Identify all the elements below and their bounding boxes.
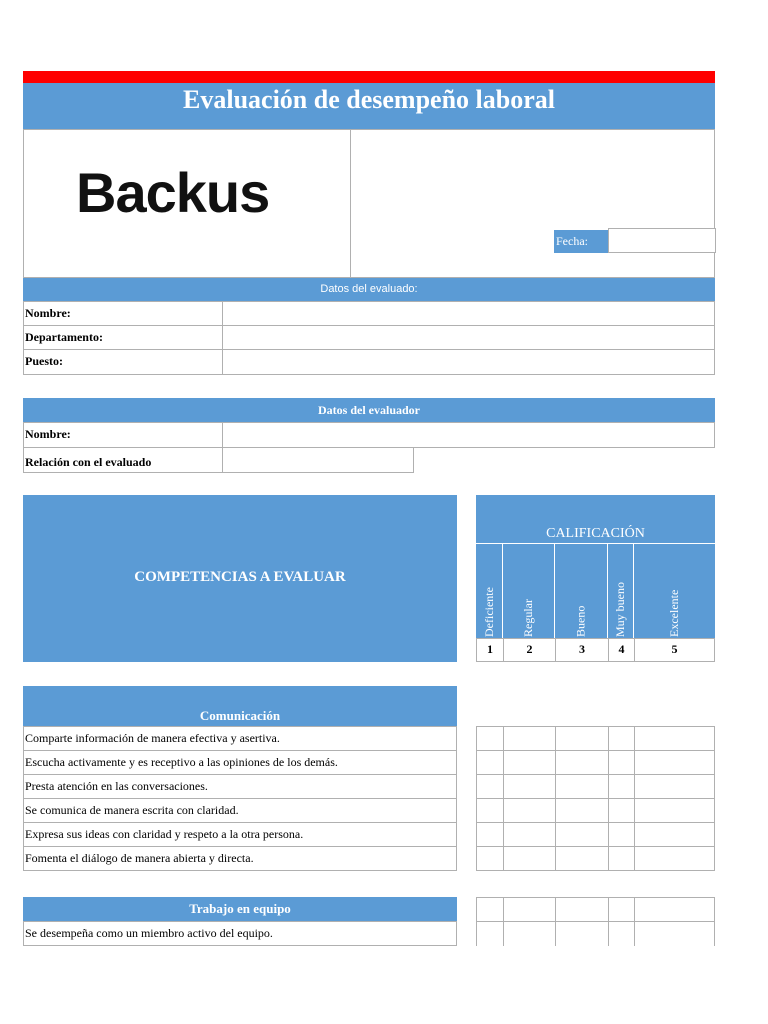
rating-cell[interactable] xyxy=(555,921,609,946)
score-5: 5 xyxy=(634,638,715,662)
calificacion-level-label: Excelente xyxy=(667,589,681,637)
score-3: 3 xyxy=(555,638,609,662)
rating-cell[interactable] xyxy=(476,822,504,847)
logo-right-cell xyxy=(350,129,715,278)
rating-cell[interactable] xyxy=(555,798,609,823)
rating-cell[interactable] xyxy=(608,822,635,847)
calificacion-header: CALIFICACIÓN xyxy=(546,526,645,541)
calificacion-level-deficiente xyxy=(476,543,503,638)
rating-cell[interactable] xyxy=(634,921,715,946)
rating-cell[interactable] xyxy=(555,822,609,847)
evaluado-puesto-label: Puesto: xyxy=(23,349,223,375)
rating-cell[interactable] xyxy=(634,822,715,847)
section-comunicacion-header xyxy=(23,686,457,726)
rating-cell[interactable] xyxy=(608,726,635,751)
section-title: Comunicación xyxy=(199,708,281,723)
top-red-bar xyxy=(23,71,715,83)
calificacion-level-label: Regular xyxy=(521,599,535,637)
competency-item: Se comunica de manera escrita con claridad. xyxy=(23,798,457,823)
rating-cell[interactable] xyxy=(634,750,715,775)
rating-cell[interactable] xyxy=(555,750,609,775)
rating-cell[interactable] xyxy=(503,897,556,922)
backus-logo: Backus xyxy=(76,161,270,224)
rating-cell[interactable] xyxy=(503,726,556,751)
rating-cell[interactable] xyxy=(476,798,504,823)
rating-cell[interactable] xyxy=(555,774,609,799)
competency-item: Presta atención en las conversaciones. xyxy=(23,774,457,799)
rating-cell[interactable] xyxy=(476,750,504,775)
evaluado-puesto-field[interactable] xyxy=(222,349,715,375)
evaluado-header: Datos del evaluado: xyxy=(23,278,715,301)
rating-cell[interactable] xyxy=(503,750,556,775)
competency-item: Fomenta el diálogo de manera abierta y directa. xyxy=(23,846,457,871)
logo-cell xyxy=(23,129,351,278)
evaluador-header: Datos del evaluador xyxy=(23,398,715,422)
fecha-label: Fecha: xyxy=(554,230,608,253)
rating-cell[interactable] xyxy=(503,798,556,823)
rating-cell[interactable] xyxy=(634,846,715,871)
rating-cell[interactable] xyxy=(634,726,715,751)
page-title: Evaluación de desempeño laboral xyxy=(23,83,715,129)
evaluador-nombre-label: Nombre: xyxy=(23,422,223,448)
rating-cell[interactable] xyxy=(634,774,715,799)
rating-cell[interactable] xyxy=(608,750,635,775)
rating-cell[interactable] xyxy=(555,897,609,922)
rating-cell[interactable] xyxy=(608,897,635,922)
rating-cell[interactable] xyxy=(476,726,504,751)
calificacion-level-excelente xyxy=(634,543,715,638)
rating-cell[interactable] xyxy=(503,822,556,847)
score-2: 2 xyxy=(503,638,556,662)
rating-cell[interactable] xyxy=(476,774,504,799)
calificacion-level-label: Muy bueno xyxy=(613,582,627,637)
rating-cell[interactable] xyxy=(608,846,635,871)
competency-item: Expresa sus ideas con claridad y respeto a la otra persona. xyxy=(23,822,457,847)
score-4: 4 xyxy=(608,638,635,662)
competency-item: Escucha activamente y es receptivo a las opiniones de los demás. xyxy=(23,750,457,775)
rating-cell[interactable] xyxy=(634,897,715,922)
rating-cell[interactable] xyxy=(503,774,556,799)
section-trabajo-equipo-header xyxy=(23,897,457,921)
fecha-field[interactable] xyxy=(608,228,716,253)
evaluado-nombre-label: Nombre: xyxy=(23,301,223,326)
evaluador-relacion-field[interactable] xyxy=(222,447,414,473)
section-title: Trabajo en equipo xyxy=(189,901,291,916)
rating-cell[interactable] xyxy=(476,921,504,946)
calificacion-level-muy-bueno xyxy=(608,543,634,638)
competency-item: Comparte información de manera efectiva y asertiva. xyxy=(23,726,457,751)
rating-cell[interactable] xyxy=(634,798,715,823)
evaluado-nombre-field[interactable] xyxy=(222,301,715,326)
rating-cell[interactable] xyxy=(476,897,504,922)
evaluador-nombre-field[interactable] xyxy=(222,422,715,448)
rating-cell[interactable] xyxy=(608,798,635,823)
rating-cell[interactable] xyxy=(608,774,635,799)
calificacion-level-bueno xyxy=(555,543,608,638)
score-1: 1 xyxy=(476,638,504,662)
rating-cell[interactable] xyxy=(503,921,556,946)
rating-cell[interactable] xyxy=(555,726,609,751)
evaluador-relacion-label: Relación con el evaluado xyxy=(23,447,223,473)
rating-cell[interactable] xyxy=(555,846,609,871)
competency-item: Se desempeña como un miembro activo del equipo. xyxy=(23,921,457,946)
calificacion-level-label: Deficiente xyxy=(482,587,496,637)
calificacion-level-label: Bueno xyxy=(573,605,588,637)
calificacion-level-regular xyxy=(503,543,555,638)
rating-cell[interactable] xyxy=(608,921,635,946)
competencias-header: COMPETENCIAS A EVALUAR xyxy=(23,495,457,662)
rating-cell[interactable] xyxy=(503,846,556,871)
rating-cell[interactable] xyxy=(476,846,504,871)
evaluado-departamento-field[interactable] xyxy=(222,325,715,350)
evaluado-departamento-label: Departamento: xyxy=(23,325,223,350)
